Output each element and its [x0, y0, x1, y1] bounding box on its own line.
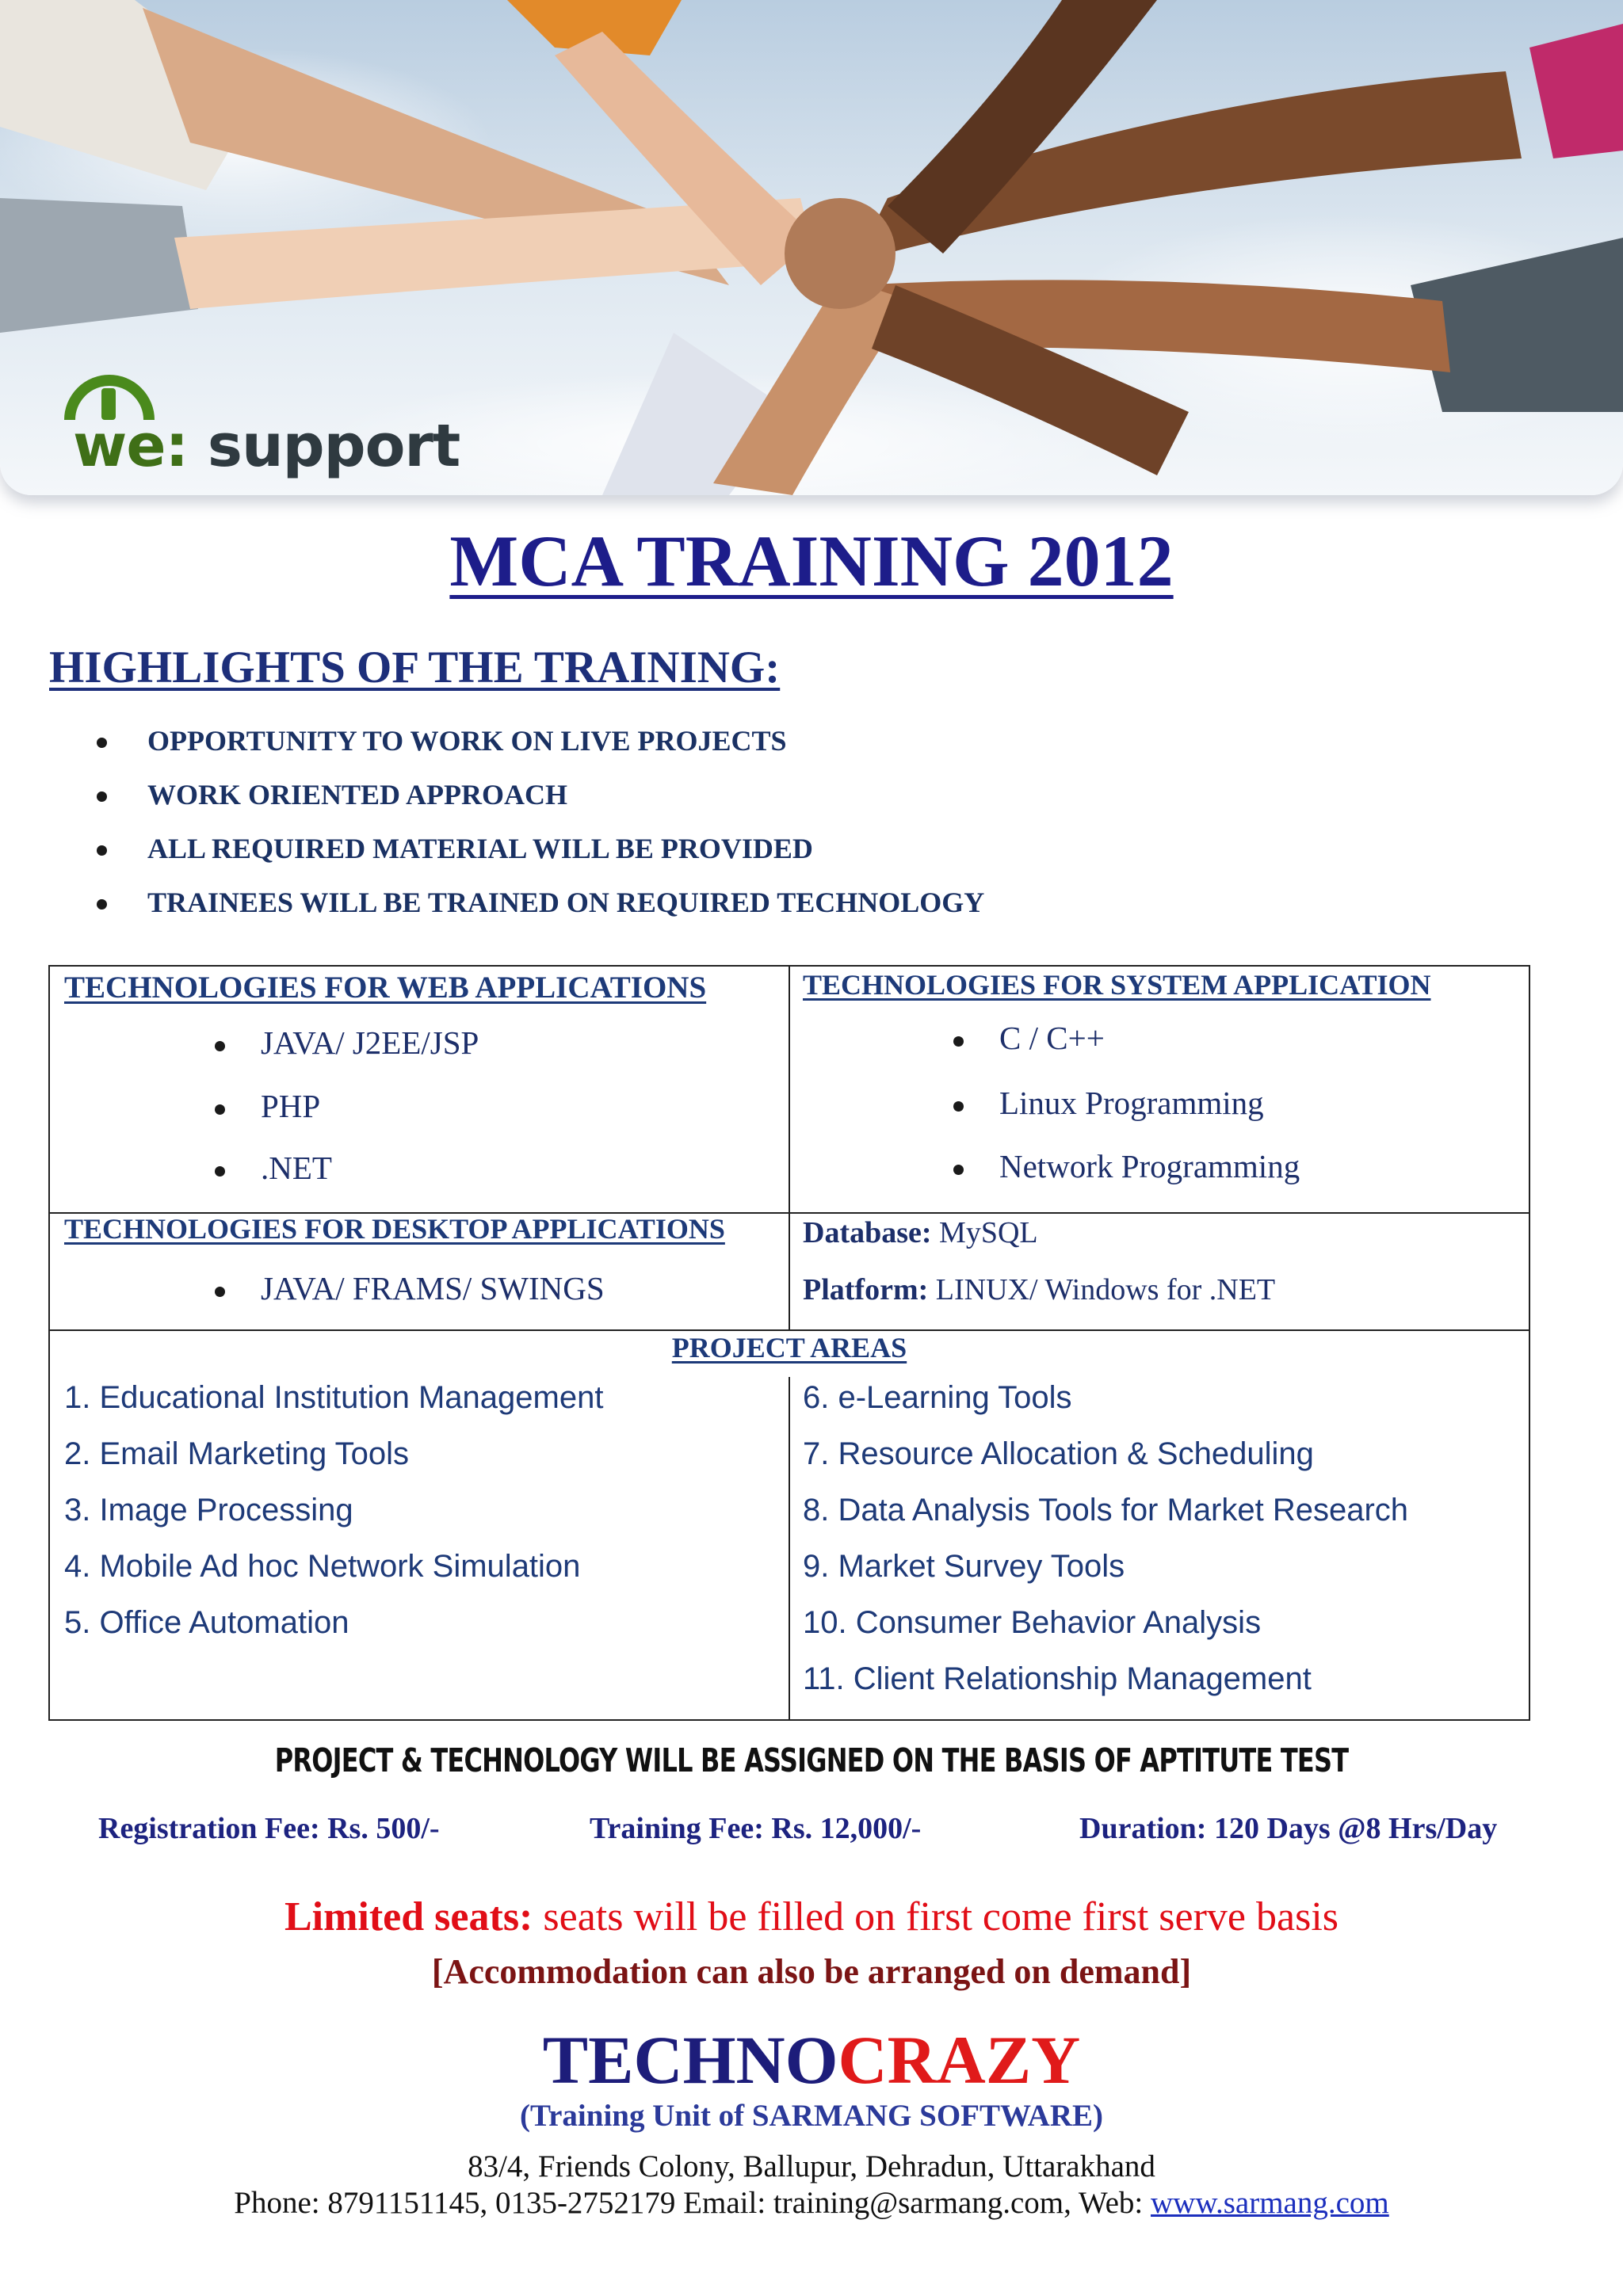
project-item: 3. Image Processing: [64, 1493, 353, 1527]
registration-fee: Registration Fee: Rs. 500/-: [98, 1812, 440, 1845]
accommodation-note: [Accommodation can also be arranged on demand]: [431, 1952, 1192, 1991]
aptitude-note: PROJECT & TECHNOLOGY WILL BE ASSIGNED ON THE BASIS OF APTITUTE TEST: [274, 1741, 1349, 1779]
desktop-tech-heading: TECHNOLOGIES FOR DESKTOP APPLICATIONS: [64, 1213, 725, 1245]
web-tech-item: .NET: [261, 1150, 332, 1186]
training-fee: Training Fee: Rs. 12,000/-: [590, 1812, 922, 1845]
brand-name: TECHNOCRAZY: [542, 2022, 1081, 2098]
highlights-heading: HIGHLIGHTS OF THE TRAINING:: [49, 643, 781, 692]
highlight-item: ALL REQUIRED MATERIAL WILL BE PROVIDED: [97, 825, 984, 879]
technology-table: [48, 965, 1530, 1721]
project-item: 7. Resource Allocation & Scheduling: [803, 1436, 1314, 1471]
hero-photo: [0, 0, 1623, 495]
project-item: 11. Client Relationship Management: [803, 1661, 1312, 1696]
project-areas-heading: PROJECT AREAS: [671, 1332, 907, 1363]
table-divider: [789, 967, 790, 1329]
project-item: 4. Mobile Ad hoc Network Simulation: [64, 1549, 581, 1584]
we-support-logo-text: we: support: [73, 412, 460, 480]
web-tech-item: JAVA/ J2EE/JSP: [261, 1024, 479, 1061]
project-item: 1. Educational Institution Management: [64, 1380, 604, 1415]
limited-seats-note: Limited seats: seats will be filled on first come first serve basis: [284, 1894, 1339, 1939]
database-info: Database: MySQL: [803, 1216, 1038, 1249]
project-item: 9. Market Survey Tools: [803, 1549, 1125, 1584]
page-title: MCA TRAINING 2012: [449, 521, 1174, 601]
brand-subtitle: (Training Unit of SARMANG SOFTWARE): [520, 2099, 1103, 2133]
contact-info: Phone: 8791151145, 0135-2752179 Email: training@sarmang.com, Web: www.sarmang.com: [234, 2186, 1389, 2220]
system-tech-item: C / C++: [999, 1020, 1105, 1056]
highlight-item: TRAINEES WILL BE TRAINED ON REQUIRED TECHNOLOGY: [97, 879, 984, 933]
web-tech-item: PHP: [261, 1088, 321, 1124]
table-divider: [789, 1377, 790, 1719]
project-item: 8. Data Analysis Tools for Market Research: [803, 1493, 1409, 1527]
project-item: 5. Office Automation: [64, 1605, 349, 1640]
platform-info: Platform: LINUX/ Windows for .NET: [803, 1273, 1276, 1306]
highlights-list: [97, 717, 984, 933]
project-item: 6. e-Learning Tools: [803, 1380, 1072, 1415]
highlight-item: WORK ORIENTED APPROACH: [97, 771, 984, 825]
project-item: 2. Email Marketing Tools: [64, 1436, 409, 1471]
system-tech-item: Linux Programming: [999, 1085, 1264, 1121]
address: 83/4, Friends Colony, Ballupur, Dehradun, Uttarakhand: [468, 2149, 1155, 2183]
web-tech-heading: TECHNOLOGIES FOR WEB APPLICATIONS: [64, 971, 707, 1005]
system-tech-item: Network Programming: [999, 1148, 1300, 1184]
duration: Duration: 120 Days @8 Hrs/Day: [1079, 1812, 1498, 1845]
website-link[interactable]: www.sarmang.com: [1151, 2186, 1389, 2220]
highlight-item: OPPORTUNITY TO WORK ON LIVE PROJECTS: [97, 717, 984, 771]
desktop-tech-item: JAVA/ FRAMS/ SWINGS: [261, 1270, 605, 1306]
project-item: 10. Consumer Behavior Analysis: [803, 1605, 1262, 1640]
system-tech-heading: TECHNOLOGIES FOR SYSTEM APPLICATION: [803, 969, 1431, 1001]
